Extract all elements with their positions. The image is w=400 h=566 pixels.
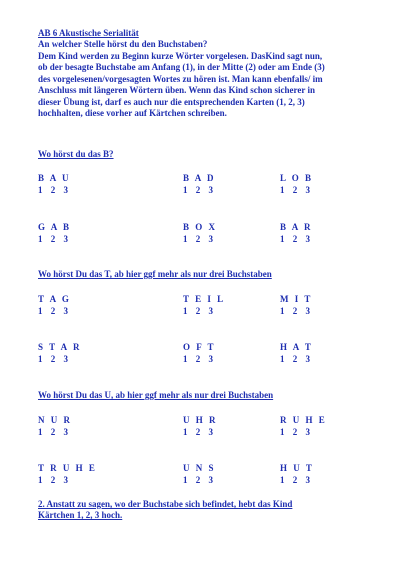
word-item: T R U H E 1 2 3 <box>38 463 97 485</box>
section-heading-t: Wo hörst Du das T, ab hier ggf mehr als nur drei Buchstaben <box>38 269 272 279</box>
intro-line: hochhalten, diese vorher auf Kärtchen schreiben. <box>38 108 227 118</box>
position-numbers: 1 2 3 <box>183 354 216 364</box>
worksheet-title: AB 6 Akustische Serialität <box>38 28 139 38</box>
intro-line: Dem Kind werden zu Beginn kurze Wörter vorgelesen. DasKind sagt nun, <box>38 50 323 61</box>
position-numbers: 1 2 3 <box>280 185 313 195</box>
footer-line: Kärtchen 1, 2, 3 hoch. <box>38 510 123 520</box>
position-numbers: 1 2 3 <box>280 234 313 244</box>
intro-line: des vorgelesenen/vorgesagten Wortes zu hören ist. Man kann ebenfalls/ im <box>38 73 323 84</box>
word-item: H U T 1 2 3 <box>280 463 314 485</box>
section-heading-u: Wo hörst Du das U, ab hier ggf mehr als nur drei Buchstaben <box>38 390 274 400</box>
word-item: T A G 1 2 3 <box>38 294 71 316</box>
word-item: N U R 1 2 3 <box>38 415 72 437</box>
position-numbers: 1 2 3 <box>38 427 71 437</box>
position-numbers: 1 2 3 <box>38 475 71 485</box>
footer-line: 2. Anstatt zu sagen, wo der Buchstabe sich befindet, hebt das Kind <box>38 499 293 509</box>
position-numbers: 1 2 3 <box>183 306 216 316</box>
word-item: U H R 1 2 3 <box>183 415 218 437</box>
word-item: B O X 1 2 3 <box>183 222 218 244</box>
position-numbers: 1 2 3 <box>183 475 216 485</box>
position-numbers: 1 2 3 <box>183 427 216 437</box>
word-item: B A D 1 2 3 <box>183 173 216 195</box>
position-numbers: 1 2 3 <box>38 354 71 364</box>
section-heading-b: Wo hörst du das B? <box>38 149 114 159</box>
position-numbers: 1 2 3 <box>38 234 71 244</box>
word-item: T E I L 1 2 3 <box>183 294 226 316</box>
word-item: S T A R 1 2 3 <box>38 342 82 364</box>
word-item: B A U 1 2 3 <box>38 173 71 195</box>
position-numbers: 1 2 3 <box>280 475 313 485</box>
position-numbers: 1 2 3 <box>280 354 313 364</box>
word-item: U N S 1 2 3 <box>183 463 216 485</box>
intro-line: An welcher Stelle hörst du den Buchstaben? <box>38 39 208 49</box>
intro-line: Anschluss mit längeren Wörtern üben. Wenn das Kind schon sicherer in <box>38 85 315 95</box>
position-numbers: 1 2 3 <box>183 185 216 195</box>
word-item: M I T 1 2 3 <box>280 294 313 316</box>
position-numbers: 1 2 3 <box>183 234 216 244</box>
position-numbers: 1 2 3 <box>38 185 71 195</box>
word-item: H A T 1 2 3 <box>280 342 313 364</box>
word-item: R U H E 1 2 3 <box>280 415 327 437</box>
intro-text <box>38 39 378 120</box>
intro-line: ob der besagte Buchstabe am Anfang (1), in der Mitte (2) oder am Ende (3) <box>38 62 325 72</box>
position-numbers: 1 2 3 <box>280 427 313 437</box>
position-numbers: 1 2 3 <box>38 306 71 316</box>
word-item: L O B 1 2 3 <box>280 173 314 195</box>
word-item: O F T 1 2 3 <box>183 342 216 364</box>
intro-line: dieser Übung ist, darf es auch nur die entsprechenden Karten (1, 2, 3) <box>38 96 305 107</box>
position-numbers: 1 2 3 <box>280 306 313 316</box>
word-item: B A R 1 2 3 <box>280 222 313 244</box>
word-item: G A B 1 2 3 <box>38 222 72 244</box>
